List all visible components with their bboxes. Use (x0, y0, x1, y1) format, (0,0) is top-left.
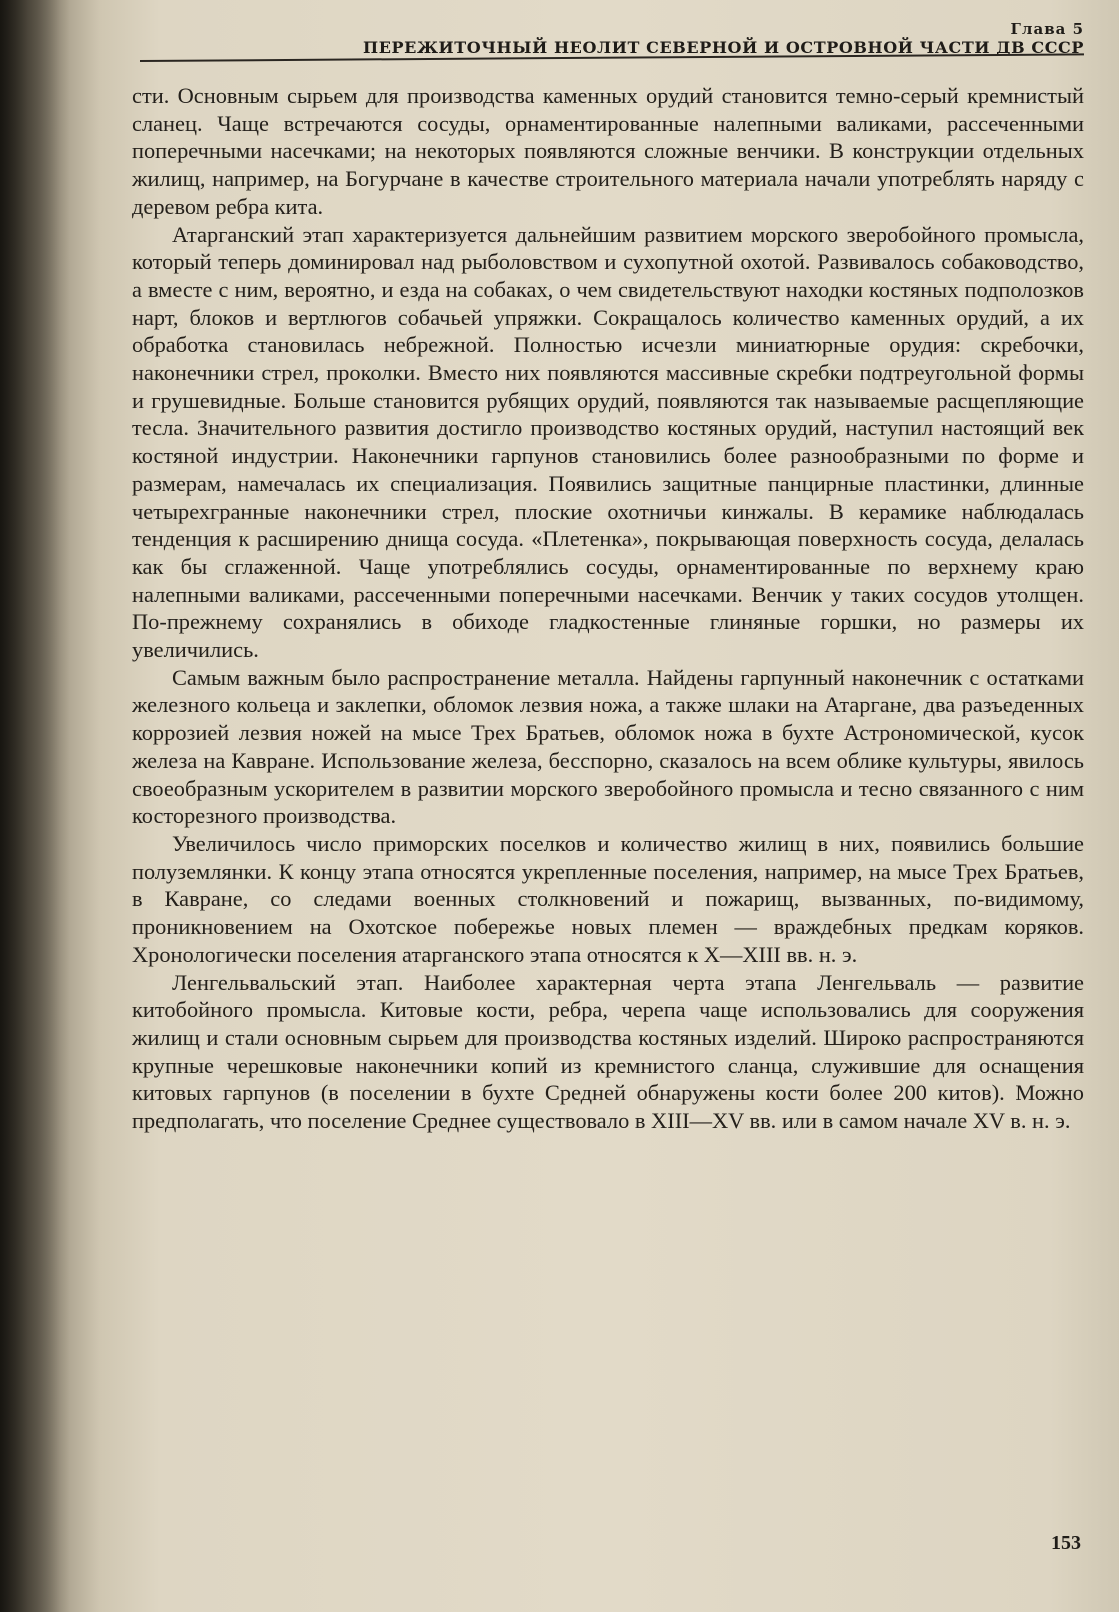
paragraph-5: Ленгельвальский этап. Наиболее характерная черта этапа Ленгельваль — развитие китобойного промысла. Китовые кости, ребра, черепа чаще использовались для сооружения жилищ и стали основным сырьем для производства костяных изделий. Широко распространяются крупные черешковые наконечники копий из кремнистого сланца, служившие для оснащения китовых гарпунов (в поселении в бухте Средней обнаружены кости более 200 китов). Можно предполагать, что поселение Среднее существовало в XIII—XV вв. или в самом начале XV в. н. э. (132, 969, 1084, 1134)
paragraph-2: Атарганский этап характеризуется дальнейшим развитием морского зверобойного промысла, который теперь доминировал над рыболовством и сухопутной охотой. Развивалось собаководство, а вместе с ним, вероятно, и езда на собаках, о чем свидетельствуют находки костяных подполозков нарт, блоков и вертлюгов собачьей упряжки. Сокращалось количество каменных орудий, а их обработка становилась небрежной. Полностью исчезли миниатюрные орудия: скребочки, наконечники стрел, проколки. Вместо них появляются массивные скребки подтреугольной формы и грушевидные. Больше становится рубящих орудий, появляются так называемые расщепляющие тесла. Значительного развития достигло производство костяных орудий, наступил настоящий век костяной индустрии. Наконечники гарпунов становились более разнообразными по форме и размерам, намечалась их специализация. Появились защитные панцирные пластинки, длинные четырехгранные наконечники стрел, плоские охотничьи кинжалы. В керамике наблюдалась тенденция к расширению днища сосуда. «Плетенка», покрывающая поверхность сосуда, делалась как бы сглаженной. Чаще употреблялись сосуды, орнаментированные по верхнему краю налепными валиками, рассеченными поперечными насечками. Венчик у таких сосудов утолщен. По-прежнему сохранялись в обиходе гладкостенные глиняные горшки, но размеры их увеличились. (132, 221, 1084, 663)
chapter-label: Глава 5 (1010, 20, 1084, 38)
page-number: 153 (1051, 1532, 1081, 1554)
paragraph-4: Увеличилось число приморских поселков и количество жилищ в них, появились большие полуземлянки. К концу этапа относятся укрепленные поселения, например, на мысе Трех Братьев, в Кавране, со следами военных столкновений и пожарищ, вызванных, по-видимому, проникновением на Охотское побережье новых племен — враждебных предкам коряков. Хронологически поселения атарганского этапа относятся к X—XIII вв. н. э. (132, 830, 1084, 967)
page-header (300, 20, 1084, 58)
binding-shadow (0, 0, 70, 1612)
body-text (132, 82, 1084, 1135)
paragraph-3: Самым важным было распространение металла. Найдены гарпунный наконечник с остатками железного кольеца и заклепки, обломок лезвия ножа, а также шлаки на Атаргане, два разъеденных коррозией лезвия ножей на мысе Трех Братьев, обломок ножа в бухте Астрономической, кусок железа на Кавранe. Использование железа, бесспорно, сказалось на всем облике культуры, явилось своеобразным ускорителем в развитии морского зверобойного промысла и тесно связанного с ним косторезного производства. (132, 664, 1084, 829)
running-title: ПЕРЕЖИТОЧНЫЙ НЕОЛИТ СЕВЕРНОЙ И ОСТРОВНОЙ ЧАСТИ ДВ СССР (363, 38, 1084, 57)
paragraph-1: сти. Основным сырьем для производства каменных орудий становится темно-серый кремнистый сланец. Чаще встречаются сосуды, орнаментированные налепными валиками, рассеченными поперечными насечками; на некоторых появляются сложные венчики. В конструкции отдельных жилищ, например, на Богурчане в качестве строительного материала начали употреблять наряду с деревом ребра кита. (132, 83, 1084, 219)
